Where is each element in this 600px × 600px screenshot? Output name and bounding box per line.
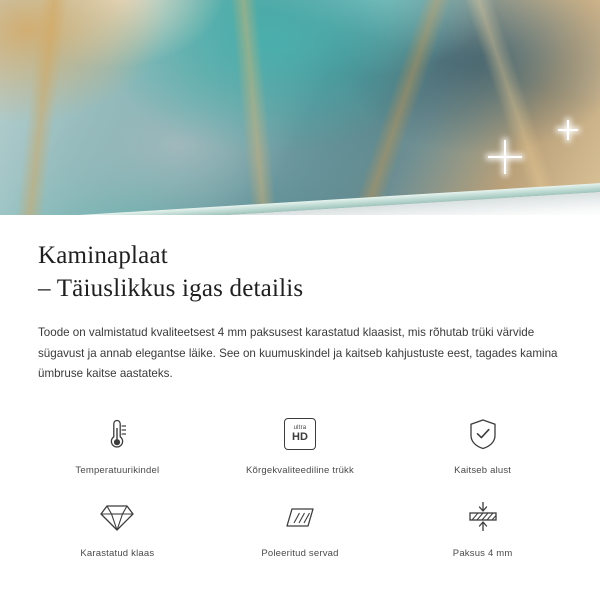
page-title [38, 239, 562, 305]
polished-edges-icon [215, 494, 385, 540]
feature-item-surface-protection [398, 411, 568, 476]
feature-label: Poleeritud servad [261, 547, 339, 559]
feature-item-polished-edges [215, 494, 385, 559]
feature-item-tempered-glass [32, 494, 202, 559]
ultra-hd-icon [215, 411, 385, 457]
feature-label: Kaitseb alust [454, 464, 512, 476]
feature-label: Kõrgekvaliteediline trükk [245, 464, 354, 476]
page-title-line2: – Täiuslikkus igas detailis [38, 275, 304, 302]
feature-item-print-quality [215, 411, 385, 476]
shield-check-icon [398, 411, 568, 457]
product-description: Toode on valmistatud kvaliteetsest 4 mm paksusest karastatud klaasist, mis rõhutab trüki värvide sügavust ja annab elegantse läike. See on kuumuskindel ja kaitseb kahjustuste eest, tagades kamina ümbruse kaitse aastateks. [38, 326, 558, 381]
hero-image [0, 0, 600, 215]
marble-artwork [0, 0, 600, 215]
text-content [0, 215, 600, 385]
ultra-hd-badge-top: ultra [293, 424, 307, 431]
feature-label: Karastatud klaas [80, 547, 155, 559]
glass-plate-photo [0, 0, 600, 215]
feature-item-thickness [398, 494, 568, 559]
diamond-icon [32, 494, 202, 540]
thermometer-icon [32, 411, 202, 457]
thickness-icon [398, 494, 568, 540]
feature-item-temperature [32, 411, 202, 476]
feature-label: Temperatuurikindel [75, 464, 160, 476]
feature-grid [0, 411, 600, 559]
page-title-line1: Kaminaplaat [38, 242, 168, 269]
ultra-hd-badge-bottom: HD [292, 430, 308, 443]
feature-label: Paksus 4 mm [452, 547, 513, 559]
